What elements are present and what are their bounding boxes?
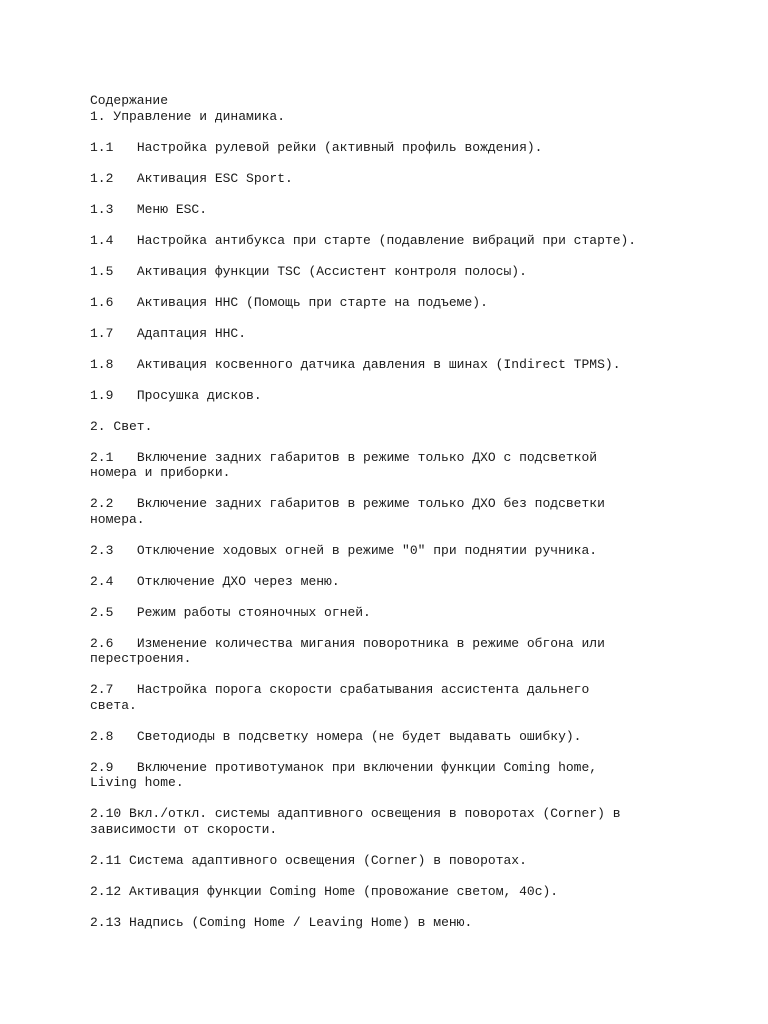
toc-entry: [90, 729, 690, 745]
toc-entry-text: Светодиоды в подсветку номера (не будет выдавать ошибку).: [136, 728, 582, 744]
toc-entry-text: Активация функции TSC (Ассистент контроля полосы).: [136, 263, 527, 279]
toc-entry-text: Изменение количества мигания поворотника в режиме обгона или перестроения.: [90, 635, 605, 666]
toc-entry-text: Режим работы стояночных огней.: [136, 604, 371, 620]
toc-entry-number: 2.3: [90, 542, 114, 558]
toc-entry: [90, 496, 690, 527]
toc-entry-number: 1.8: [90, 356, 114, 372]
toc-entry: [90, 760, 690, 791]
toc-entry-number: 1.1: [90, 139, 114, 155]
toc-entry: [90, 884, 690, 900]
toc-entry-text: Настройка рулевой рейки (активный профиль вождения).: [136, 139, 543, 155]
toc-entry: [90, 853, 690, 869]
toc-entry-number: 2.1: [90, 449, 114, 465]
toc-entry-separator: [113, 450, 136, 465]
toc-entry-separator: [113, 574, 136, 589]
toc-entry-separator: [113, 543, 136, 558]
toc-entry-number: 2.6: [90, 635, 114, 651]
toc-entry: [90, 682, 690, 713]
toc-entry-separator: [113, 682, 136, 697]
toc-entry-separator: [113, 496, 136, 511]
toc-entry: [90, 264, 690, 280]
toc-entry: [90, 450, 690, 481]
toc-entry-separator: [113, 636, 136, 651]
toc-entry: [90, 171, 690, 187]
toc-entry: [90, 140, 690, 156]
toc-entry-separator: [121, 806, 129, 821]
toc-entry-number: 2.7: [90, 682, 114, 697]
toc-entry: [90, 326, 690, 342]
toc-entry: [90, 574, 690, 590]
toc-entry-number: 2.8: [90, 728, 114, 744]
toc-entry: [90, 605, 690, 621]
toc-entry-text: Система адаптивного освещения (Corner) в поворотах.: [129, 852, 527, 868]
toc-entry-number: 1.6: [90, 294, 114, 310]
toc-entry-text: Активация функции Coming Home (провожание светом, 40с).: [129, 883, 559, 899]
toc-entry-number: 1.7: [90, 325, 114, 341]
toc-entry-text: Настройка антибукса при старте (подавление вибраций при старте).: [136, 232, 637, 248]
toc-entry-separator: [113, 140, 136, 155]
toc-entry-number: 2.5: [90, 604, 114, 620]
toc-entry-number: 2.4: [90, 573, 114, 589]
toc-entry: [90, 295, 690, 311]
toc-entry-separator: [113, 760, 136, 775]
toc-entry-text: Отключение ДХО через меню.: [136, 573, 340, 589]
toc-entry-number: 1.5: [90, 263, 114, 279]
toc-entry: [90, 388, 690, 404]
toc-entry-text: Адаптация HHC.: [136, 325, 247, 341]
toc-entry: [90, 915, 690, 931]
toc-entry-text: Просушка дисков.: [136, 387, 262, 403]
toc-entry-text: Активация косвенного датчика давления в шинах (Indirect TPMS).: [136, 356, 621, 372]
toc-entry-separator: [113, 605, 136, 620]
toc-entry-separator: [121, 853, 129, 868]
toc-entry-text: Отключение ходовых огней в режиме "0" при поднятии ручника.: [136, 542, 598, 558]
toc-entry-text: Меню ESC.: [136, 201, 208, 217]
toc-entry-separator: [113, 388, 136, 403]
toc-entry: [90, 543, 690, 559]
toc-heading: Содержание: [90, 93, 169, 108]
toc-entry-number: 1.9: [90, 387, 114, 403]
toc-entry-separator: [113, 171, 136, 186]
toc-entry-text: Активация HHC (Помощь при старте на подъеме).: [136, 294, 488, 310]
toc-entry-separator: [113, 202, 136, 217]
document-page: [90, 93, 690, 946]
toc-entry-separator: [113, 233, 136, 248]
toc-entry-text: Вкл./откл. системы адаптивного освещения в поворотах (Corner) в зависимости от скорости.: [90, 806, 621, 837]
toc-entry-separator: [113, 357, 136, 372]
toc-entry-number: 1.2: [90, 170, 114, 186]
toc-entry-number: 2.11: [90, 852, 122, 868]
toc-entry-text: Включение противотуманок при включении функции Coming home, Living home.: [90, 759, 598, 790]
toc-entry-number: 2.13: [90, 914, 122, 930]
toc-entry-text: Включение задних габаритов в режиме только ДХО с подсветкой номера и приборки.: [90, 449, 598, 480]
toc-entry-number: 1.4: [90, 232, 114, 248]
toc-entry-separator: [113, 264, 136, 279]
section-2-title: 2. Свет.: [90, 418, 153, 434]
toc-entry-number: 2.10: [90, 806, 122, 821]
section-1-title: 1. Управление и динамика.: [90, 108, 286, 124]
toc-entry: [90, 357, 690, 373]
toc-entry-text: Активация ESC Sport.: [136, 170, 293, 186]
toc-entry-separator: [113, 729, 136, 744]
section-2-list: [90, 450, 690, 931]
toc-entry: [90, 202, 690, 218]
toc-entry: [90, 806, 690, 837]
toc-entry: [90, 636, 690, 667]
toc-entry-number: 2.2: [90, 496, 114, 511]
toc-entry-number: 2.12: [90, 883, 122, 899]
section-1-list: [90, 140, 690, 404]
toc-entry-separator: [121, 884, 129, 899]
toc-entry-text: Включение задних габаритов в режиме только ДХО без подсветки номера.: [90, 496, 605, 527]
toc-entry-separator: [113, 295, 136, 310]
toc-entry-text: Настройка порога скорости срабатывания ассистента дальнего света.: [90, 682, 590, 713]
toc-entry-number: 1.3: [90, 201, 114, 217]
toc-entry-separator: [121, 915, 129, 930]
toc-entry-number: 2.9: [90, 759, 114, 775]
toc-entry-text: Надпись (Coming Home / Leaving Home) в меню.: [129, 914, 473, 930]
toc-entry-separator: [113, 326, 136, 341]
toc-entry: [90, 233, 690, 249]
